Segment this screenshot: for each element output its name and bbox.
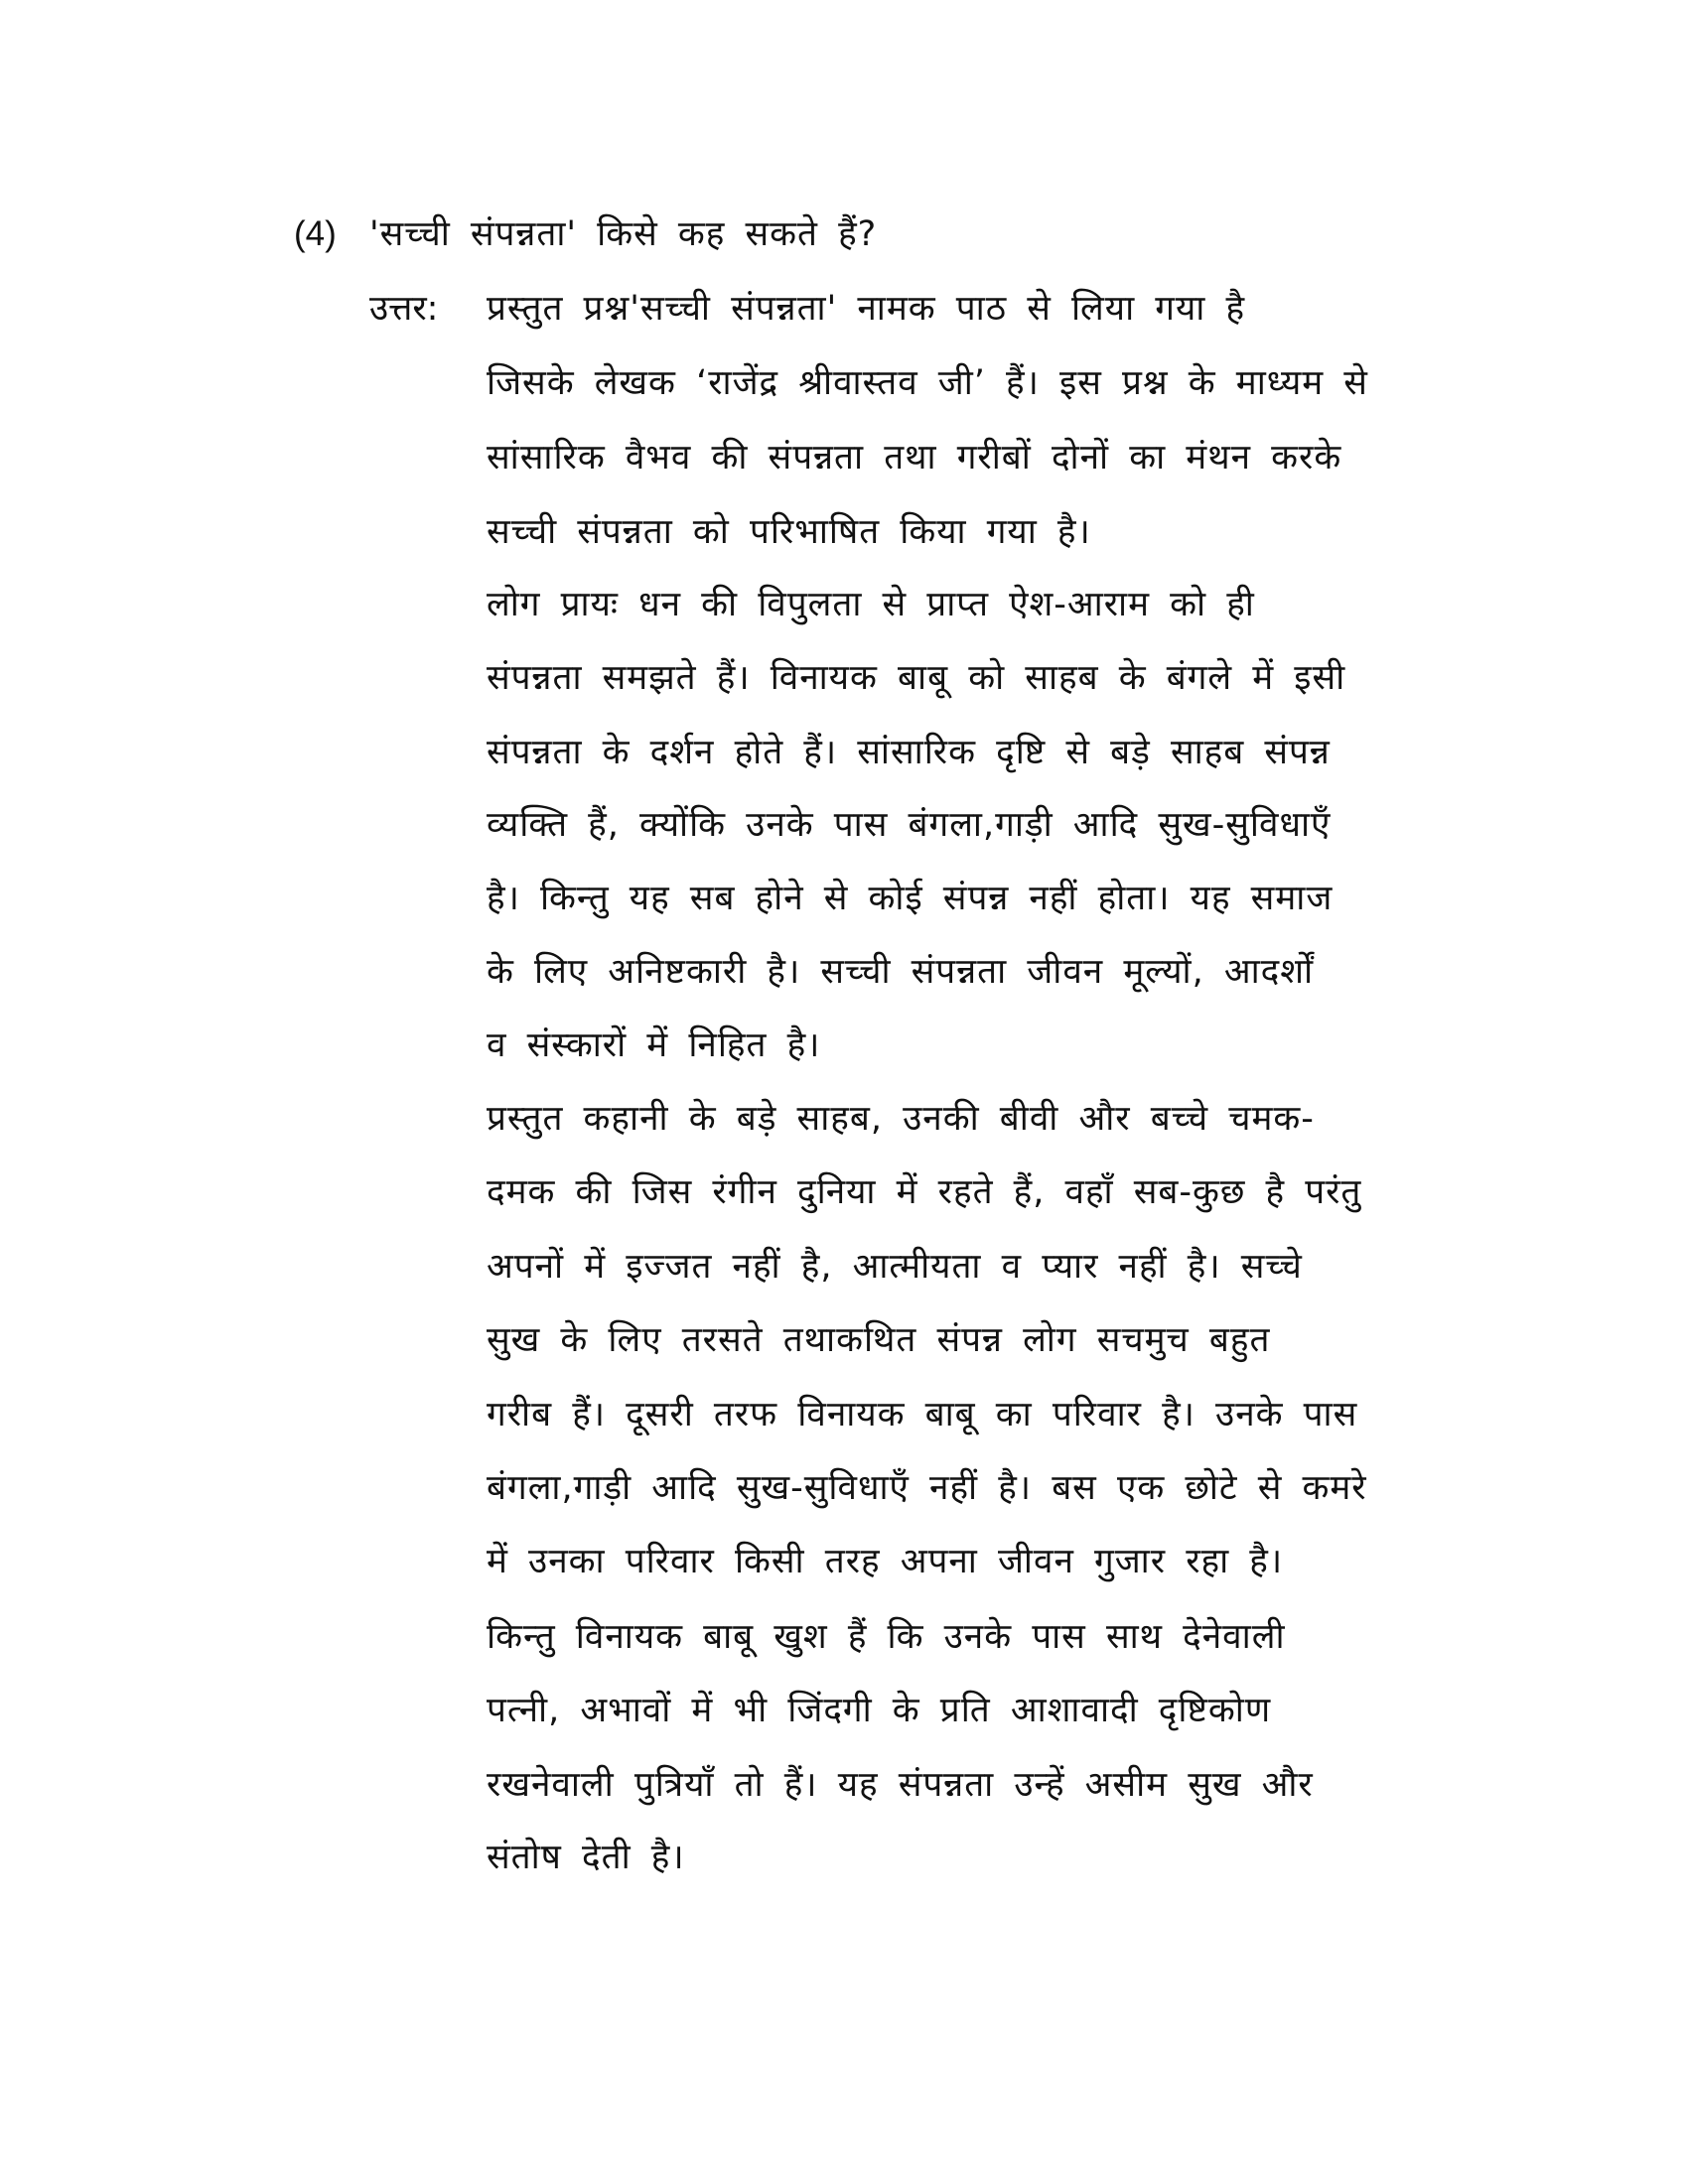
- answer-line: सच्ची संपन्नता को परिभाषित किया गया है।: [487, 512, 1091, 552]
- answer-first-line: प्रस्तुत प्रश्न'सच्ची संपन्नता' नामक पाठ से लिया गया है: [487, 289, 1246, 329]
- answer-line: बंगला,गाड़ी आदि सुख-सुविधाएँ नहीं है। बस एक छोटे से कमरे: [487, 1468, 1367, 1508]
- answer-line: में उनका परिवार किसी तरह अपना जीवन गुजार रहा है।: [487, 1542, 1284, 1581]
- answer-line: गरीब हैं। दूसरी तरफ विनायक बाबू का परिवार है। उनके पास: [487, 1395, 1358, 1434]
- answer-line: संपन्नता के दर्शन होते हैं। सांसारिक दृष्टि से बड़े साहब संपन्न: [487, 733, 1331, 772]
- answer-line: है। किन्तु यह सब होने से कोई संपन्न नहीं होता। यह समाज: [487, 879, 1334, 918]
- answer-label: उत्तर:: [369, 289, 439, 329]
- answer-line: संतोष देती है।: [487, 1838, 685, 1877]
- answer-line: दमक की जिस रंगीन दुनिया में रहते हैं, वहाँ सब-कुछ है परंतु: [487, 1172, 1362, 1212]
- answer-line: प्रस्तुत कहानी के बड़े साहब, उनकी बीवी और बच्चे चमक-: [487, 1099, 1315, 1139]
- answer-line: व्यक्ति हैं, क्योंकि उनके पास बंगला,गाड़ी आदि सुख-सुविधाएँ: [487, 805, 1332, 845]
- answer-line: पत्नी, अभावों में भी जिंदगी के प्रति आशावादी दृष्टिकोण: [487, 1691, 1272, 1730]
- answer-line: के लिए अनिष्टकारी है। सच्ची संपन्नता जीवन मूल्यों, आदर्शों: [487, 952, 1315, 992]
- answer-line: अपनों में इज्जत नहीं है, आत्मीयता व प्यार नहीं है। सच्चे: [487, 1247, 1303, 1287]
- answer-line: किन्तु विनायक बाबू खुश हैं कि उनके पास साथ देनेवाली: [487, 1617, 1286, 1657]
- answer-line: व संस्कारों में निहित है।: [487, 1025, 821, 1065]
- answer-line: सुख के लिए तरसते तथाकथित संपन्न लोग सचमुच बहुत: [487, 1320, 1271, 1360]
- question-text: 'सच्ची संपन्नता' किसे कह सकते हैं?: [369, 214, 878, 254]
- answer-line: सांसारिक वैभव की संपन्नता तथा गरीबों दोनों का मंथन करके: [487, 438, 1342, 478]
- answer-line: जिसके लेखक ‘राजेंद्र श्रीवास्तव जी’ हैं। इस प्रश्न के माध्यम से: [487, 363, 1368, 403]
- answer-line: संपन्नता समझते हैं। विनायक बाबू को साहब के बंगले में इसी: [487, 658, 1346, 698]
- answer-line: लोग प्रायः धन की विपुलता से प्राप्त ऐश-आराम को ही: [487, 585, 1255, 624]
- question-number: (4): [294, 214, 337, 253]
- answer-line: रखनेवाली पुत्रियाँ तो हैं। यह संपन्नता उन्हें असीम सुख और: [487, 1765, 1314, 1805]
